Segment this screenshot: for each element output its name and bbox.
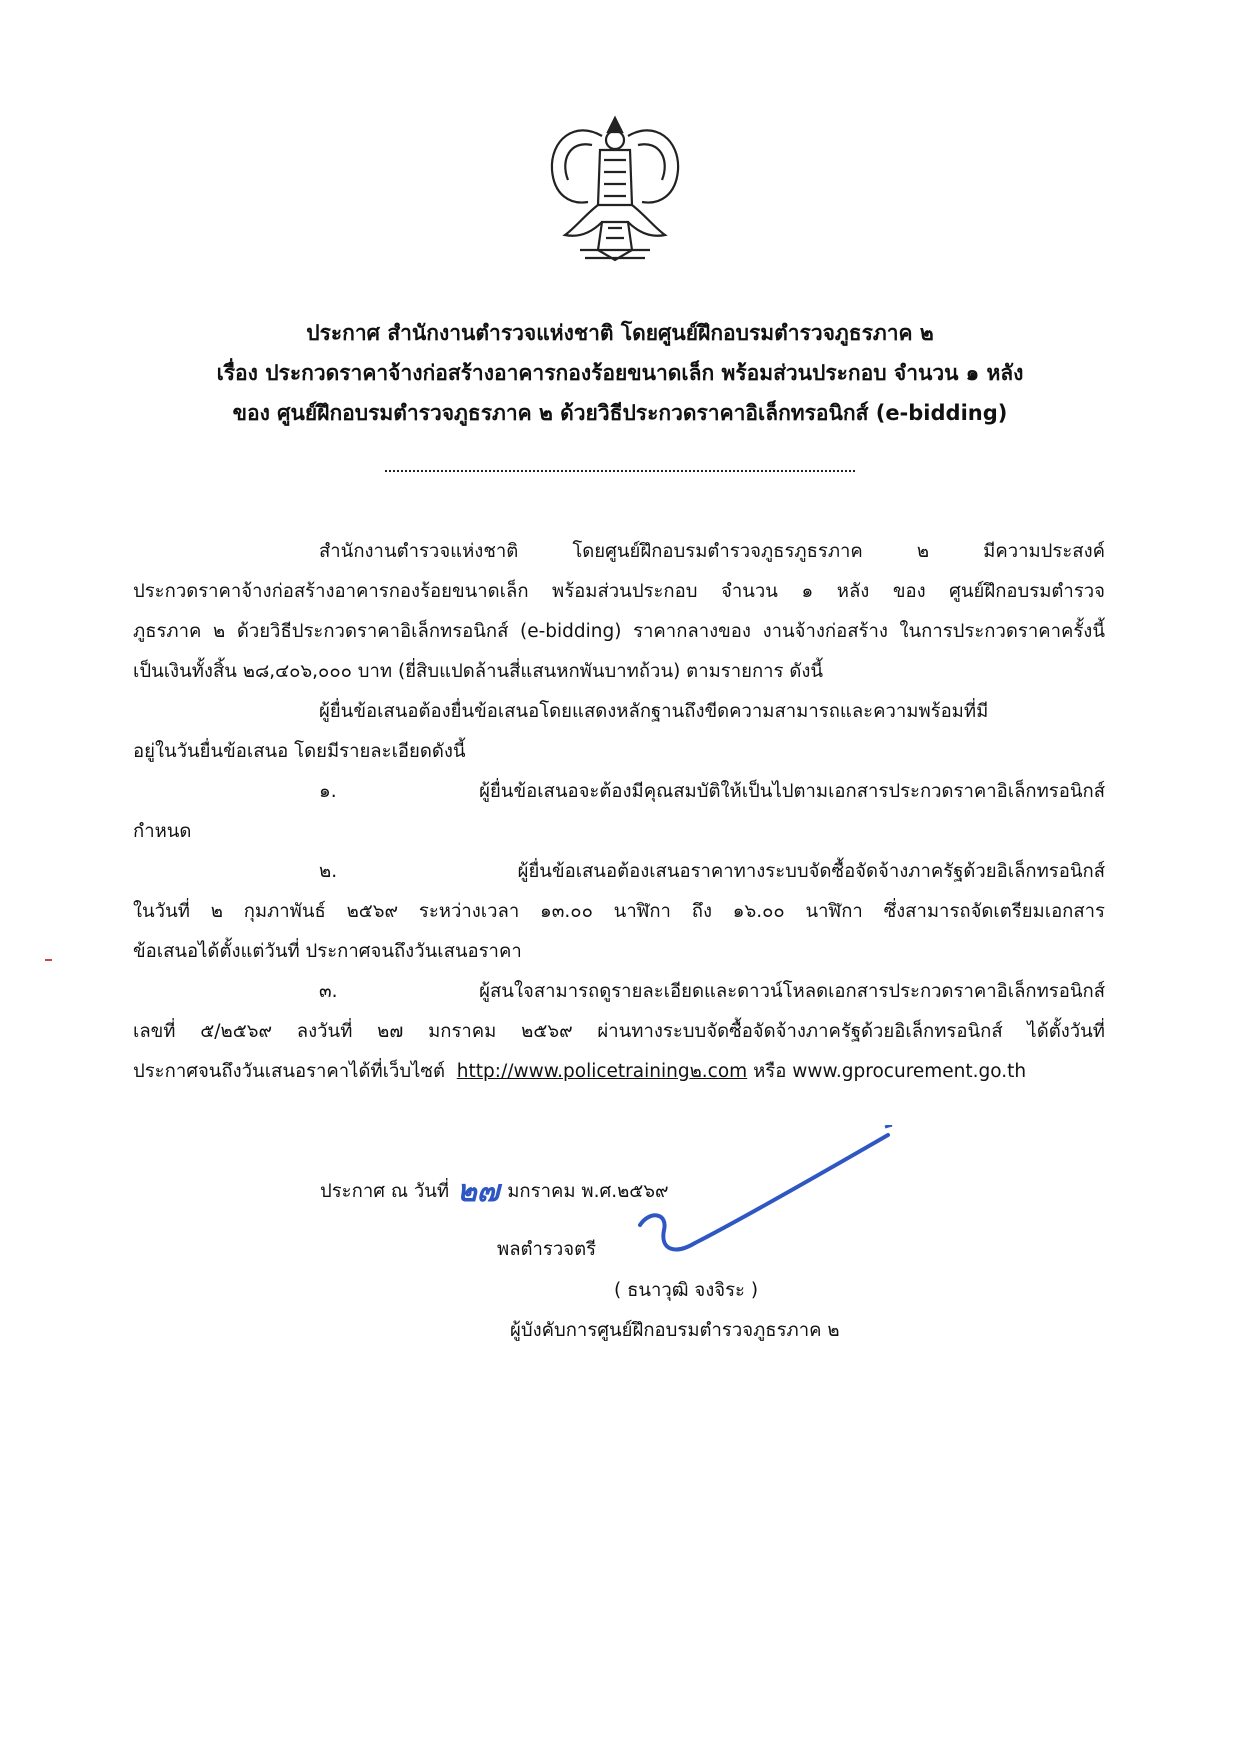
signer-rank: พลตำรวจตรี xyxy=(497,1239,597,1260)
body-line: อยู่ในวันยื่นข้อเสนอ โดยมีรายละเอียดดังนี้ xyxy=(133,741,466,762)
body-line: สำนักงานตำรวจแห่งชาติ โดยศูนย์ฝึกอบรมตำรวจภูธรภูธรภาค ๒ มีความประสงค์ xyxy=(319,541,1105,562)
website-label: ประกาศจนถึงวันเสนอราคาได้ที่เว็บไซต์ xyxy=(133,1061,446,1082)
signer-name: ( ธนาวุฒิ จงจิระ ) xyxy=(614,1280,759,1301)
or-text: หรือ xyxy=(753,1061,787,1082)
announcement-heading xyxy=(0,313,1240,433)
handwritten-day: ๒๗ xyxy=(457,1174,500,1209)
date-suffix: มกราคม พ.ศ.๒๕๖๙ xyxy=(507,1181,669,1202)
scan-artifact xyxy=(40,950,60,970)
signer-position: ผู้บังคับการศูนย์ฝึกอบรมตำรวจภูธรภาค ๒ xyxy=(510,1320,840,1341)
policetraining-link[interactable]: http://www.policetraining๒.com xyxy=(456,1061,748,1082)
body-line: ผู้ยื่นข้อเสนอต้องยื่นข้อเสนอโดยแสดงหลักฐานถึงขีดความสามารถและความพร้อมที่มี xyxy=(319,701,989,722)
item-3-line: ๓. ผู้สนใจสามารถดูรายละเอียดและดาวน์โหลดเอกสารประกวดราคาอิเล็กทรอนิกส์ xyxy=(319,981,1105,1002)
dotted-divider xyxy=(385,470,855,472)
body-line: ประกวดราคาจ้างก่อสร้างอาคารกองร้อยขนาดเล็ก พร้อมส่วนประกอบ จำนวน ๑ หลัง ของ ศูนย์ฝึกอบรมตำรวจ xyxy=(133,581,1105,602)
body-line: ภูธรภาค ๒ ด้วยวิธีประกวดราคาอิเล็กทรอนิกส์ (e-bidding) ราคากลางของ งานจ้างก่อสร้าง ในการประกวดราคาครั้งนี้ xyxy=(133,621,1105,642)
body-line: เป็นเงินทั้งสิ้น ๒๘,๔๐๖,๐๐๐ บาท (ยี่สิบแปดล้านสี่แสนหกพันบาทถ้วน) ตามรายการ ดังนี้ xyxy=(133,661,824,682)
item-2-line: ในวันที่ ๒ กุมภาพันธ์ ๒๕๖๙ ระหว่างเวลา ๑๓.๐๐ นาฬิกา ถึง ๑๖.๐๐ นาฬิกา ซึ่งสามารถจัดเตรียมเอกสาร xyxy=(133,901,1105,922)
item-1-line: ๑. ผู้ยื่นข้อเสนอจะต้องมีคุณสมบัติให้เป็นไปตามเอกสารประกวดราคาอิเล็กทรอนิกส์ xyxy=(319,781,1105,802)
item-2-line: ข้อเสนอได้ตั้งแต่วันที่ ประกาศจนถึงวันเสนอราคา xyxy=(133,941,522,962)
date-line xyxy=(320,1168,669,1215)
heading-line-3: ของ ศูนย์ฝึกอบรมตำรวจภูธรภาค ๒ ด้วยวิธีประกวดราคาอิเล็กทรอนิกส์ (e-bidding) xyxy=(232,401,1008,425)
heading-line-1: ประกาศ สำนักงานตำรวจแห่งชาติ โดยศูนย์ฝึกอบรมตำรวจภูธรภาค ๒ xyxy=(306,321,934,345)
item-3-line: เลขที่ ๕/๒๕๖๙ ลงวันที่ ๒๗ มกราคม ๒๕๖๙ ผ่านทางระบบจัดซื้อจัดจ้างภาครัฐด้วยอิเล็กทรอนิกส์ ได้ตั้งวันที่ xyxy=(133,1021,1105,1042)
garuda-emblem-icon xyxy=(540,110,690,270)
heading-line-2: เรื่อง ประกวดราคาจ้างก่อสร้างอาคารกองร้อยขนาดเล็ก พร้อมส่วนประกอบ จำนวน ๑ หลัง xyxy=(216,361,1024,385)
handwritten-signature xyxy=(620,1125,900,1275)
item-1-line: กำหนด xyxy=(133,821,192,842)
announcement-body xyxy=(133,532,1105,1092)
item-3-line xyxy=(133,1052,1105,1092)
item-2-line: ๒. ผู้ยื่นข้อเสนอต้องเสนอราคาทางระบบจัดซื้อจัดจ้างภาครัฐด้วยอิเล็กทรอนิกส์ xyxy=(319,861,1105,882)
gprocurement-link[interactable]: www.gprocurement.go.th xyxy=(792,1061,1027,1082)
date-prefix: ประกาศ ณ วันที่ xyxy=(320,1181,450,1202)
